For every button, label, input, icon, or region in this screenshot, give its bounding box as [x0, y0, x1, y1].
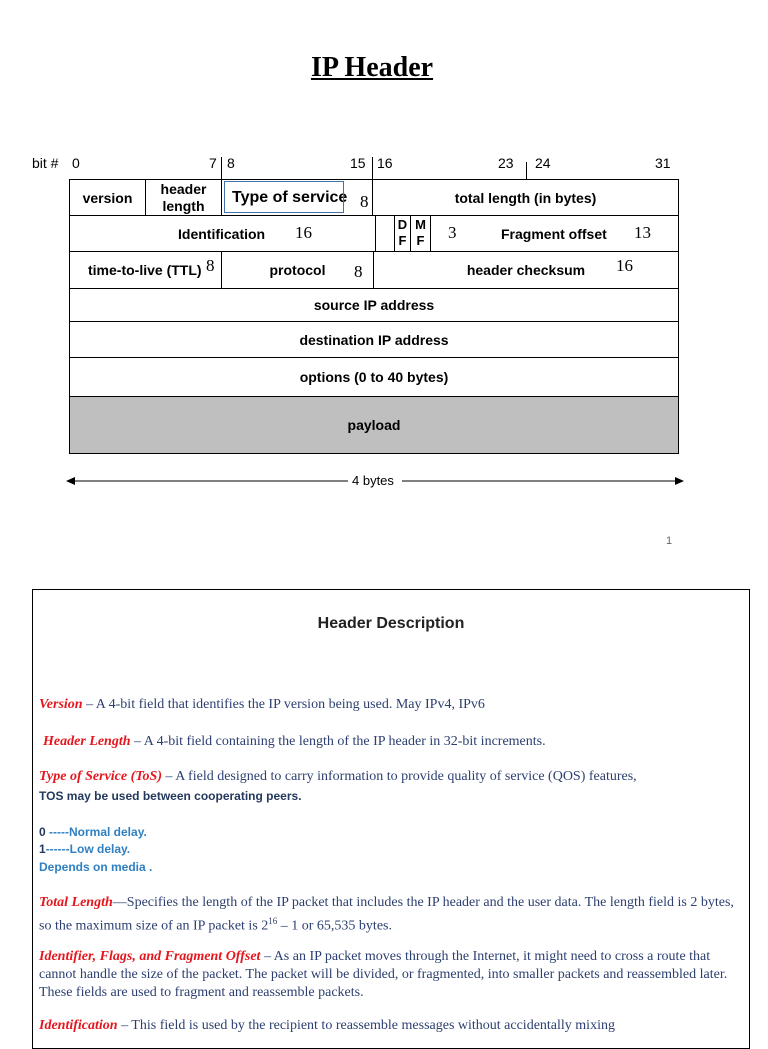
checksum-bits: 16: [616, 256, 633, 275]
fragment-offset-bits: 13: [634, 223, 651, 242]
total-length-text: —Specifies the length of the IP packet that includes the IP header and the user data. The length field is 2 bytes, so the maximum size of an IP packet is 2: [39, 895, 734, 934]
bit-label-0: 0: [72, 155, 80, 171]
df-flag-top: D: [397, 217, 408, 232]
tos-peers-note: TOS may be used between cooperating peers.: [39, 789, 302, 803]
tick-15-16: [372, 157, 373, 179]
protocol-field: protocol: [221, 251, 374, 289]
version-term: Version: [39, 697, 83, 712]
identification-field: [69, 215, 376, 252]
depends-on-media: Depends on media .: [39, 860, 153, 874]
payload-field: payload: [69, 396, 679, 454]
identification-label: Identification: [178, 225, 266, 242]
ttl-bits: 8: [206, 256, 215, 275]
header-checksum-field: header checksum: [373, 251, 679, 289]
total-length-text-2: – 1 or 65,535 bytes.: [277, 918, 392, 934]
flags-bits: 3: [448, 223, 457, 242]
version-field: version: [69, 179, 146, 216]
source-ip-field: source IP address: [69, 288, 679, 322]
type-of-service-field: Type of service: [221, 179, 373, 216]
tos-bits: 8: [360, 192, 369, 211]
bit-label-31: 31: [655, 155, 671, 171]
identification-term: Identification: [39, 1018, 118, 1033]
identification-text: – This field is used by the recipient to reassemble messages without accidentally mixing: [117, 1018, 615, 1033]
header-length-description: [43, 733, 743, 751]
identification-description: [39, 1017, 739, 1035]
reserved-flag: [375, 215, 395, 252]
mf-flag-bottom: F: [416, 233, 425, 248]
total-length-term: Total Length: [39, 895, 113, 910]
total-length-description: [39, 894, 739, 936]
bit-label-7: 7: [209, 155, 217, 171]
tos-term: Type of Service (ToS): [39, 769, 162, 784]
fragment-offset-label: Fragment offset: [501, 225, 607, 242]
destination-ip-field: destination IP address: [69, 321, 679, 358]
tick-7-8: [221, 157, 222, 179]
width-label: 4 bytes: [352, 473, 394, 488]
delay-normal: 0 -----Normal delay.: [39, 825, 147, 839]
bit-label-16: 16: [377, 155, 393, 171]
ttl-field: time-to-live (TTL): [69, 251, 222, 289]
df-flag-bottom: F: [398, 233, 407, 248]
tos-text: – A field designed to carry information to provide quality of service (QOS) features,: [161, 769, 637, 784]
version-text: – A 4-bit field that identifies the IP version being used. May IPv4, IPv6: [82, 697, 485, 712]
bit-label-8: 8: [227, 155, 235, 171]
mf-flag-top: M: [415, 217, 426, 232]
header-length-text: – A 4-bit field containing the length of the IP header in 32-bit increments.: [130, 734, 546, 749]
protocol-bits: 8: [354, 262, 363, 281]
header-length-label-1: header: [160, 180, 207, 197]
version-description: [39, 696, 739, 714]
options-field: options (0 to 40 bytes): [69, 357, 679, 397]
page-number: 1: [666, 535, 673, 547]
header-length-term: Header Length: [43, 734, 131, 749]
bit-axis-prefix: bit #: [32, 155, 59, 171]
page-title: IP Header: [310, 52, 434, 83]
bit-label-24: 24: [535, 155, 551, 171]
header-length-label-2: length: [162, 197, 205, 214]
fragmentation-description: [39, 948, 739, 1002]
tos-highlight-box: [224, 181, 344, 213]
delay-low: 1------Low delay.: [39, 842, 131, 856]
identification-bits: 16: [295, 223, 312, 242]
header-length-field: [145, 179, 222, 216]
total-length-field: total length (in bytes): [372, 179, 679, 216]
bit-label-23: 23: [498, 155, 514, 171]
tos-description: [39, 768, 749, 786]
fragmentation-term: Identifier, Flags, and Fragment Offset: [39, 949, 261, 964]
tick-23-24: [526, 162, 527, 179]
fragmentation-text: – As an IP packet moves through the Internet, it might need to cross a route that cannot handle the size of the packet. The packet will be divided, or fragmented, into smaller packets and reassembled later. These fields are used to fragment and reassemble packets.: [39, 949, 728, 1000]
description-heading: Header Description: [317, 615, 465, 632]
total-length-superscript: 16: [268, 916, 278, 926]
bit-label-15: 15: [350, 155, 366, 171]
